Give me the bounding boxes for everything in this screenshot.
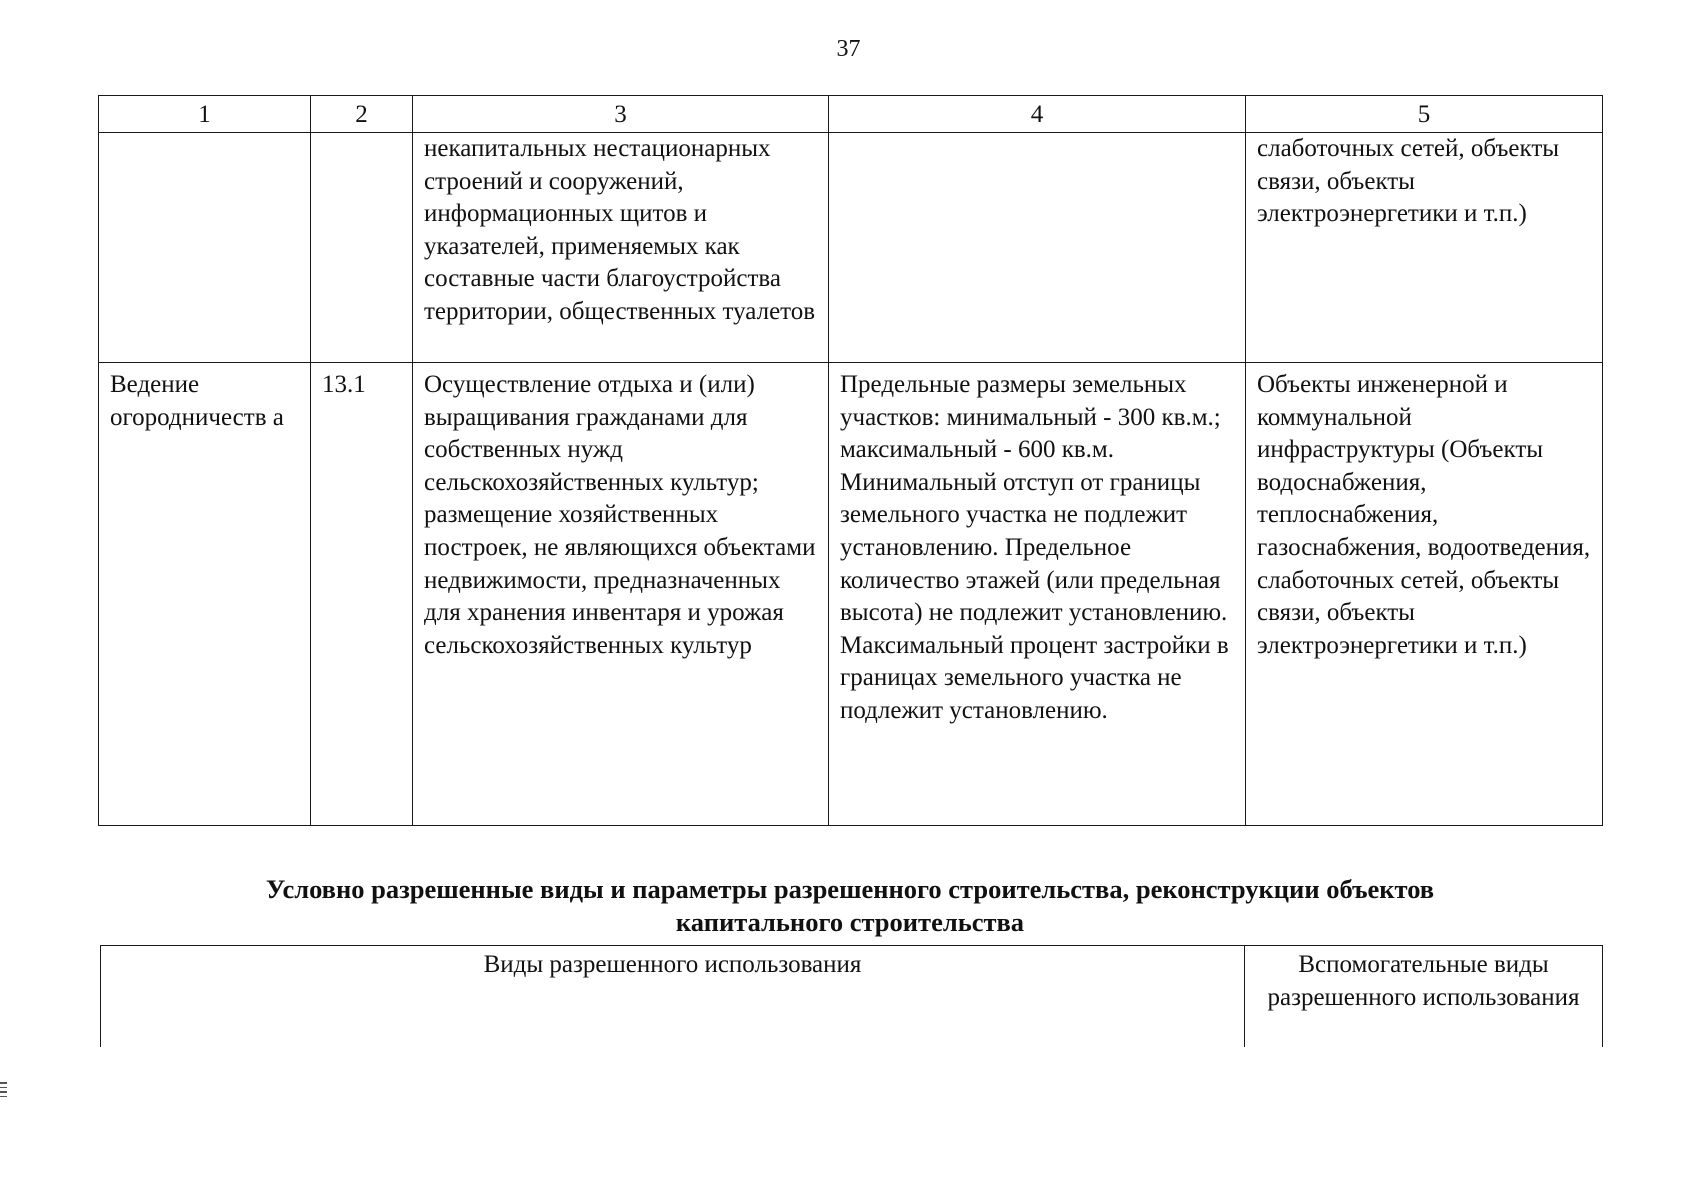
parameters-cell: Предельные размеры земельных участков: минимальный - 300 кв.м.; максимальный - 600 кв.м. Минимальный отступ от границы земельного участка не подлежит установлению. Предельное количество этажей (или предельная высота) не подлежит установлению. Максимальный процент застройки в границах земельного участка не подлежит установлению. [829, 363, 1246, 826]
scan-artifact [0, 1082, 7, 1102]
permitted-uses-header: Виды разрешенного использования [101, 946, 1245, 1048]
continuation-use-name-cell [99, 133, 311, 363]
use-code-cell: 13.1 [311, 363, 413, 826]
conditional-uses-table [100, 945, 1603, 1047]
continuation-row [99, 133, 1603, 363]
auxiliary-uses-header: Вспомогательные виды разрешенного использования [1245, 946, 1603, 1048]
auxiliary-uses-cell: Объекты инженерной и коммунальной инфраструктуры (Объекты водоснабжения, теплоснабжения, газоснабжения, водоотведения, слаботочных сетей, объекты связи, объекты электроэнергетики и т.п.) [1246, 363, 1603, 826]
page-number: 37 [836, 36, 861, 62]
section-heading-line-2: капитального строительства [675, 907, 1025, 937]
column-number-row [99, 96, 1603, 133]
continuation-parameters-cell [829, 133, 1246, 363]
table-header-row [101, 946, 1603, 1048]
column-number-3: 3 [413, 96, 829, 133]
column-number-4: 4 [829, 96, 1246, 133]
table-row [99, 363, 1603, 826]
use-description-cell: Осуществление отдыха и (или) выращивания гражданами для собственных нужд сельскохозяйственных культур; размещение хозяйственных построек, не являющихся объектами недвижимости, предназначенных для хранения инвентаря и урожая сельскохозяйственных культур [413, 363, 829, 826]
column-number-1: 1 [99, 96, 311, 133]
use-name-cell: Ведение огородничеств а [99, 363, 311, 826]
continuation-auxiliary-cell: слаботочных сетей, объекты связи, объекты электроэнергетики и т.п.) [1246, 133, 1603, 363]
section-heading [98, 873, 1602, 939]
continuation-description-cell: некапитальных нестационарных строений и сооружений, информационных щитов и указателей, применяемых как составные части благоустройства территории, общественных туалетов [413, 133, 829, 363]
column-number-5: 5 [1246, 96, 1603, 133]
continuation-code-cell [311, 133, 413, 363]
column-number-2: 2 [311, 96, 413, 133]
zoning-table [98, 95, 1603, 826]
section-heading-line-1: Условно разрешенные виды и параметры разрешенного строительства, реконструкции объектов [265, 874, 1435, 904]
